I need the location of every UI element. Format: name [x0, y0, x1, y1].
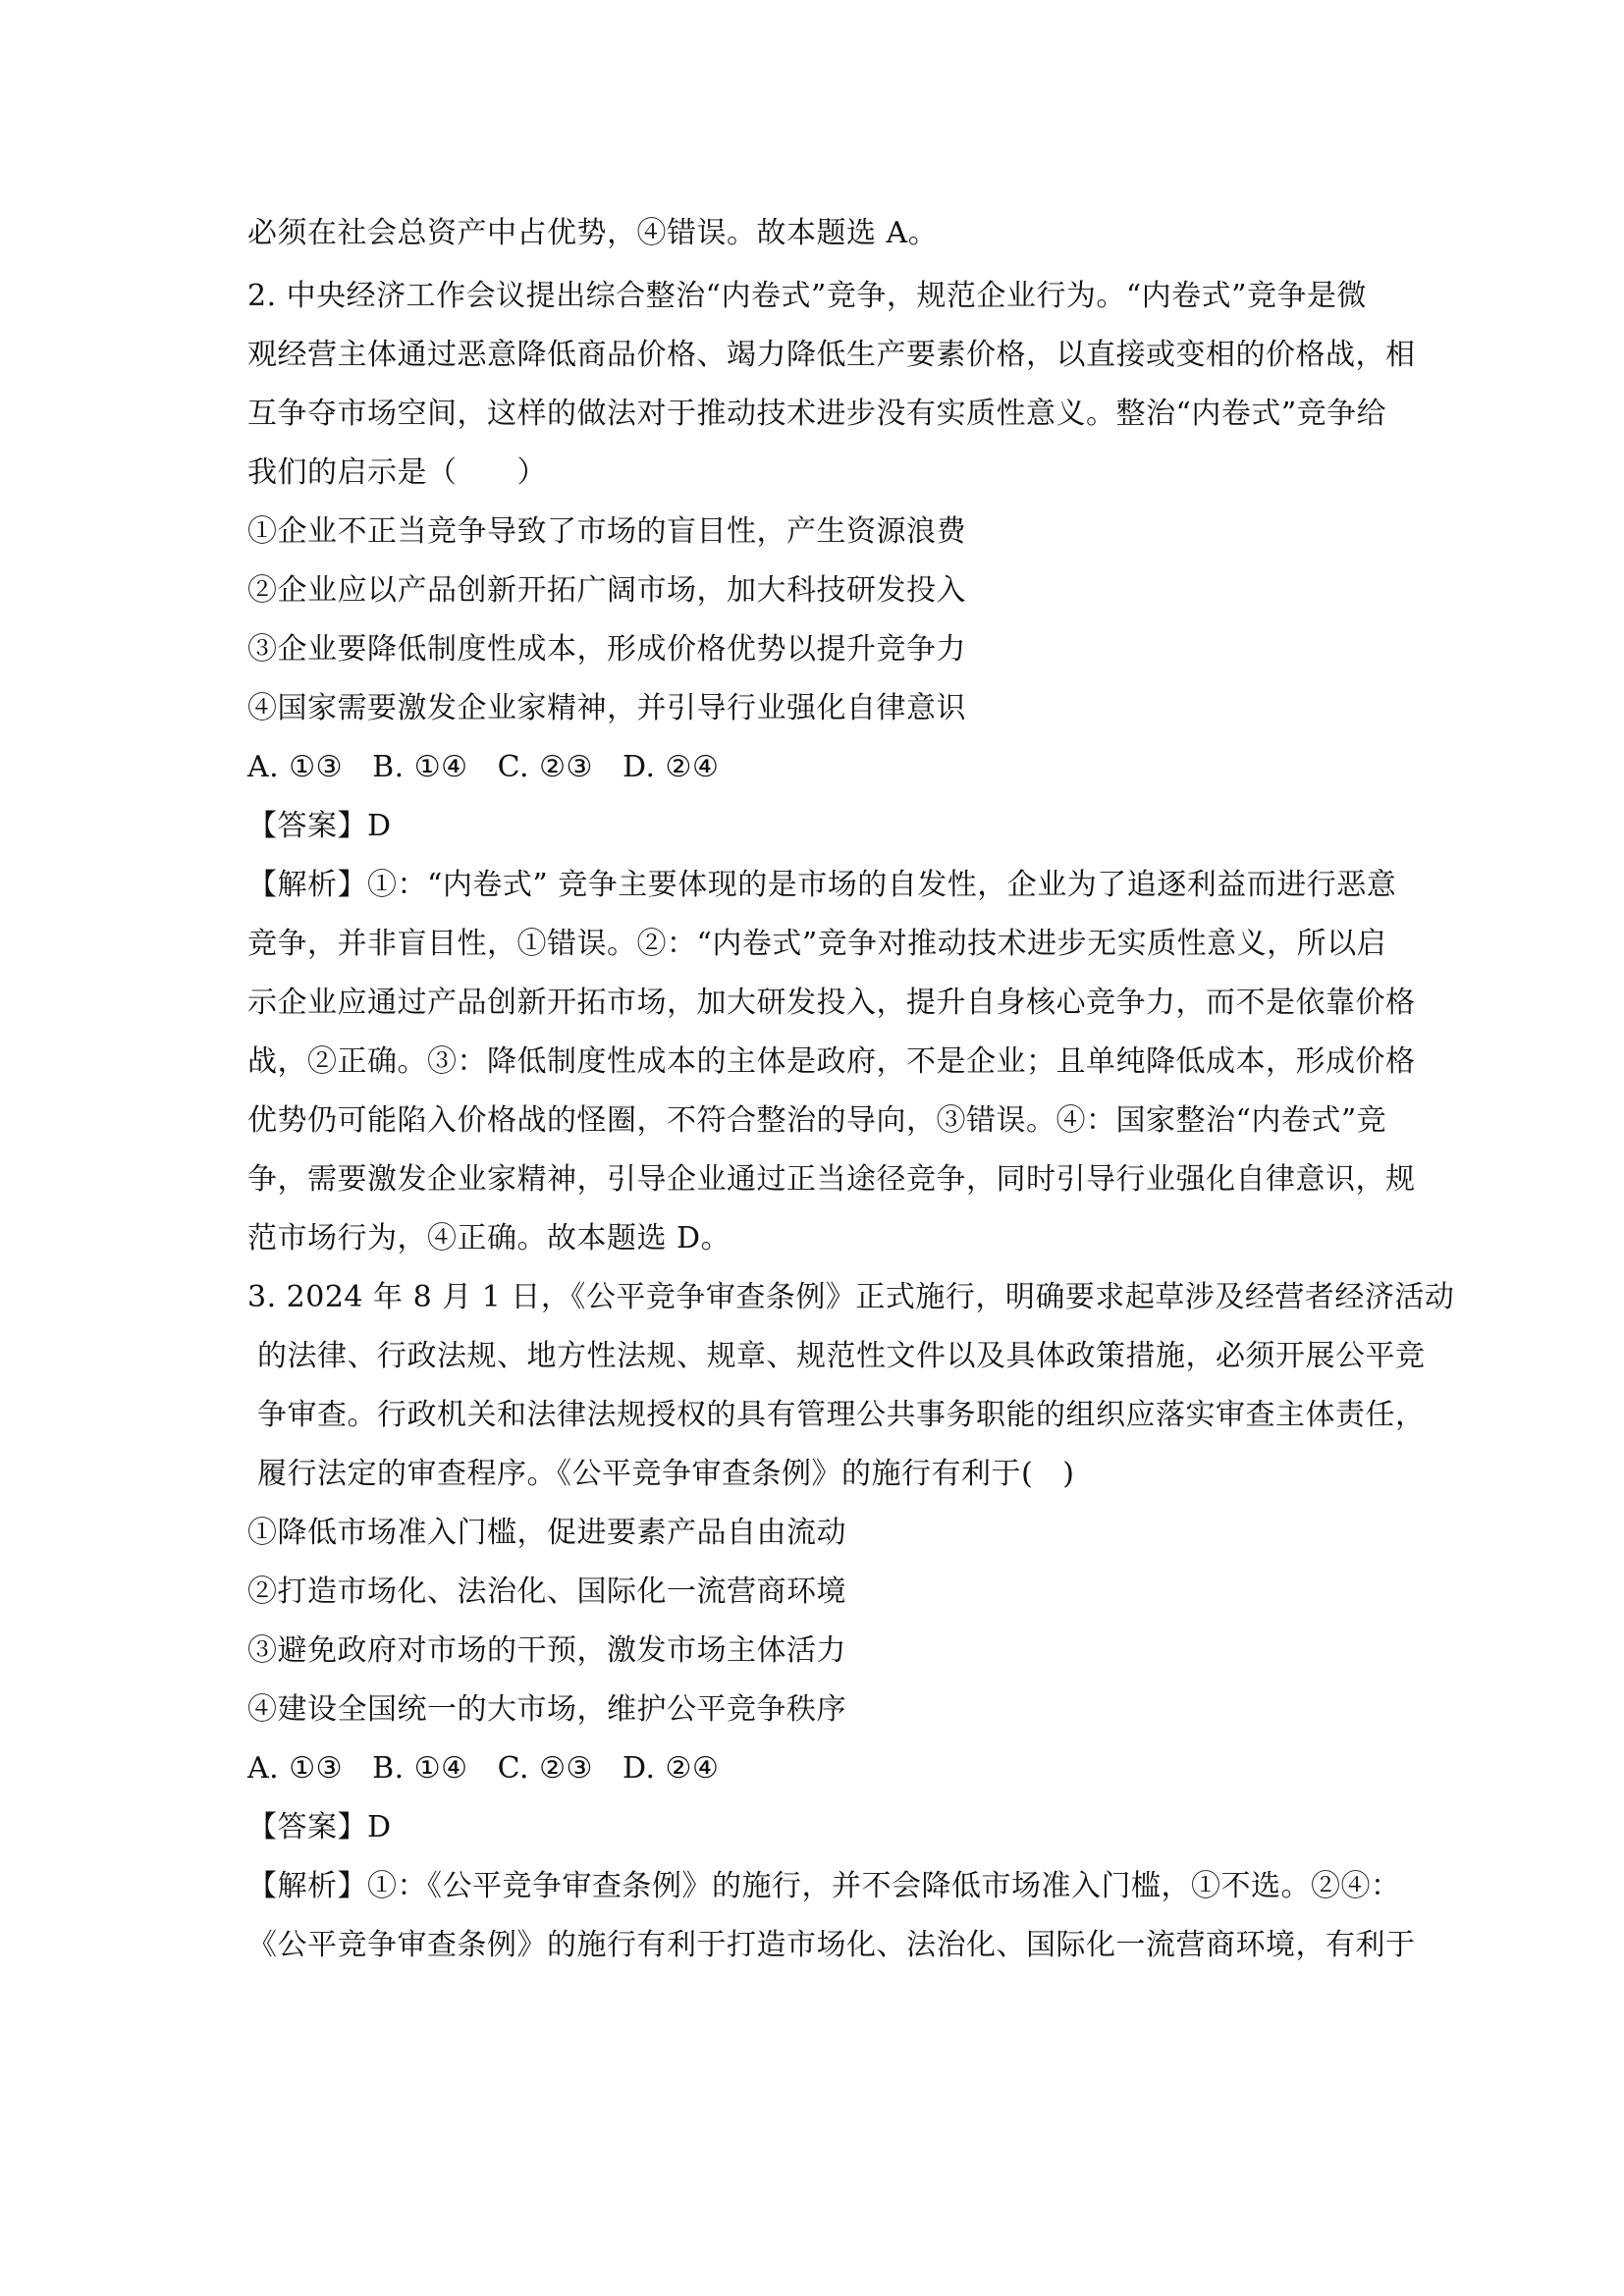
answer-label: 【答案】D [247, 1810, 392, 1844]
question-2-stem: 2. 中央经济工作会议提出综合整治“内卷式”竞争，规范企业行为。“内卷式”竞争是微 [247, 279, 1368, 313]
option-statement: ②打造市场化、法治化、国际化一流营商环境 [247, 1575, 846, 1609]
text-line: 争审查。行政机关和法律法规授权的具有管理公共事务职能的组织应落实审查主体责任， [257, 1398, 1426, 1432]
text-line: 观经营主体通过恶意降低商品价格、竭力降低生产要素价格，以直接或变相的价格战，相 [247, 338, 1416, 372]
answer-choices: A. ①③ B. ①④ C. ②③ D. ②④ [247, 750, 720, 784]
text-line: 必须在社会总资产中占优势，④错误。故本题选 A。 [247, 216, 939, 250]
analysis-text: 争，需要激发企业家精神，引导企业通过正当途径竞争，同时引导行业强化自律意识，规 [247, 1162, 1416, 1197]
question-3-stem: 3. 2024 年 8 月 1 日，《公平竞争审查条例》正式施行，明确要求起草涉及经营者经济活动 [247, 1280, 1455, 1314]
analysis-text: 示企业应通过产品创新开拓市场，加大研发投入，提升自身核心竞争力，而不是依靠价格 [247, 986, 1416, 1020]
analysis-text: 【解析】①：《公平竞争审查条例》的施行，并不会降低市场准入门槛，①不选。②④： [247, 1869, 1401, 1903]
answer-choices: A. ①③ B. ①④ C. ②③ D. ②④ [247, 1751, 720, 1786]
option-statement: ①降低市场准入门槛，促进要素产品自由流动 [247, 1516, 846, 1550]
analysis-text: 竞争，并非盲目性，①错误。②：“内卷式”竞争对推动技术进步无实质性意义，所以启 [247, 927, 1387, 961]
analysis-text: 《公平竞争审查条例》的施行有利于打造市场化、法治化、国际化一流营商环境，有利于 [247, 1928, 1416, 1962]
analysis-text: 【解析】①：“内卷式” 竞争主要体现的是市场的自发性，企业为了追逐利益而进行恶意 [247, 868, 1397, 902]
text-line: 的法律、行政法规、地方性法规、规章、规范性文件以及具体政策措施，必须开展公平竞 [257, 1339, 1426, 1373]
option-statement: ③避免政府对市场的干预，激发市场主体活力 [247, 1633, 846, 1668]
option-statement: ④建设全国统一的大市场，维护公平竞争秩序 [247, 1692, 846, 1727]
text-line: 我们的启示是（ ） [247, 455, 547, 490]
analysis-text: 优势仍可能陷入价格战的怪圈，不符合整治的导向，③错误。④：国家整治“内卷式”竞 [247, 1103, 1387, 1138]
analysis-text: 范市场行为，④正确。故本题选 D。 [247, 1221, 731, 1255]
option-statement: ④国家需要激发企业家精神，并引导行业强化自律意识 [247, 691, 966, 725]
option-statement: ③企业要降低制度性成本，形成价格优势以提升竞争力 [247, 632, 966, 667]
text-line: 互争夺市场空间，这样的做法对于推动技术进步没有实质性意义。整治“内卷式”竞争给 [247, 397, 1387, 431]
answer-label: 【答案】D [247, 809, 392, 843]
text-line: 履行法定的审查程序。《公平竞争审查条例》的施行有利于( ) [257, 1457, 1075, 1491]
analysis-text: 战，②正确。③：降低制度性成本的主体是政府，不是企业；且单纯降低成本，形成价格 [247, 1044, 1416, 1079]
option-statement: ①企业不正当竞争导致了市场的盲目性，产生资源浪费 [247, 514, 966, 549]
option-statement: ②企业应以产品创新开拓广阔市场，加大科技研发投入 [247, 573, 966, 608]
